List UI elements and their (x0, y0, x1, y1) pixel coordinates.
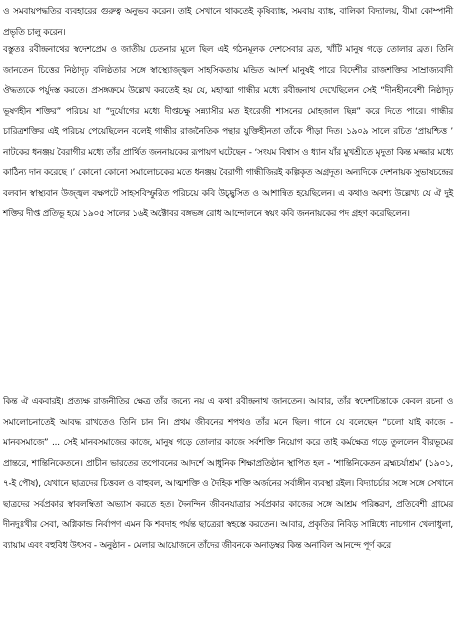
paragraph-cooperative-banking: ও সমবায়পদ্ধতির ব্যবহারের গুরুত্ব অনুভব করেন। তাই সেখানে থাকতেই কৃষিব্যাঙ্ক, সমবায় ব্যাঙ্ক, বালিকা বিদ্যালয়, বীমা কোম্পানী প্রভৃতি চালু করেন। (3, 7, 453, 38)
paragraph-santiniketan: কিন্ত ঐ একবারই। প্রত্যক্ষ রাজনীতির ক্ষেত্র তাঁর জন্যে নয় এ কথা রবীন্দ্রনাথ জানতেন। আবার, তাঁর স্বদেশচিন্তাকে কেবল রচনা ও সমালোচনাতেই আবদ্ধ রাখতেও তিনি চান নি। প্রথম জীবনের শপথও তাঁর মনে ছিল। গানে যে বলেছেন “চলো যাই কাজে - মানবসমাজে” ... সেই মানবসমাজের কাজে, মানুষ গড়ে তোলার কাজে সর্বশক্তি নিয়োগ করে তাই কর্মক্ষেত্র গড়ে তুললেন বীরভূমের প্রান্তরে, শান্তিনিকেতনে। প্রাচীন ভারতের তপোবনের আদর্শে আধুনিক শিক্ষাপ্রতিষ্ঠান স্থাপিত হল - ‘শান্তিনিকেতন ব্রহ্মচর্যাশ্রম’ (১৯০১, ৭-ই পৌষ), যেখানে ছাত্রদের চিত্তবল ও বাহুবল, আত্মশক্তি ও দৈহিক শক্তি অর্জনের সর্বাঙ্গীন ব্যবস্থা রইল। বিদ্যাচর্চার সঙ্গে সঙ্গে সেখানে ছাত্রদের সর্বপ্রকার স্বাবলম্বিতা অভ্যাস করতে হত। দৈনন্দিন জীবনযাত্রার সর্বপ্রকার কাজের সঙ্গে আশ্রম পরিষ্করণ, প্রতিবেশী গ্রামের দীনদুঃখীর সেবা, অগ্নিকান্ড নির্বাপণ এমন কি শবদাহ পর্যন্ত ছাত্রেরা স্বহস্তে করতেন। আবার, প্রকৃতির নিবিড় সান্নিধ্যে নাচগান খেলাধুলা, ব্যায়াম এবং বহুবিধ উৎসব - অনুষ্ঠান - মেলার আয়োজনে তাঁদের জীবনকে অনাড়ম্বর কিন্ত অনাবিল আনন্দে পূর্ণ করে (3, 397, 453, 551)
paragraph-patriotism: বস্তুতঃ রবীন্দ্রনাথের স্বদেশপ্রেম ও জাতীয় চেতনার মূলে ছিল এই গঠনমূলক দেশসেবার ব্রত, খাঁটি মানুষ গড়ে তোলার ব্রত। তিনি জানতেন চিত্তের নিষ্ঠাদৃঢ় বলিষ্ঠতার সঙ্গে স্বাস্থ্যোজ্জ্বল সাহসিকতায় মন্ডিত আদর্শ মানুষই পারে বিদেশীর রাজশক্তির সাম্রাজ্যবাদী ঔদ্ধত্যকে পর্যুদস্ত করতে। প্রসঙ্গক্রমে উল্লেখ করতেই হয় যে, মহাত্মা গান্ধীর মধ্যে রবীন্দ্রনাথ দেখেছিলেন সেই “দীনহীনবেশী নিষ্ঠাদৃঢ় ভূষণহীন শক্তির” পরিচয় যা “দুর্যোগের মধ্যে দীপ্তচক্ষু সন্ন্যাসীর মত ইংরেজী শাসনের মোহজাল ছিন্ন” করে দিতে পারে। গান্ধীর চারিত্রশক্তির এই পরিচয় পেয়েছিলেন বলেই গান্ধীর রাজনৈতিক পন্থার যুক্তিহীনতা তাঁকে পীড়া দিত। ১৯০৯ সালে রচিত ‘প্রায়শ্চিত্ত ’ নাটকের ধনঞ্জয় বৈরাগীর মধ্যে তাঁর প্রার্থিত জননায়কের রূপায়ণ ঘটেছেন - ‘সংযম বিশ্বাস ও ধ্যান যাঁর মুখশ্রীতে মৃদুতা কিন্ত মজ্জার মধ্যে কাঠিন্য দান করেছে ।’ কোনো কোনো সমালোচকের মতে ধনঞ্জয় বৈরাগী গান্ধীজিরই কল্পিকৃত অগ্রদূত। অন্যদিকে দেশনায়ক সুভাষচন্দ্রের বলবান স্বাস্থ্যবান উজ্জ্বল বক্ষপটে সাহসবিস্ফুরিত পরিচয়ে কবি উচ্ছ্বসিত ও আশান্বিত হয়েছিলেন। এ কথাও অবশ্য উল্লেখ্য যে ঐ দুই শক্তির দীপ্ত প্রতিভূ হয়ে ১৯০৫ সালের ১৬ই অক্টোবর বঙ্গভঙ্গ রোধ আন্দোলনে স্বয়ং কবি জননায়কের পদ গ্রহণ করেছিলেন। (3, 45, 453, 219)
